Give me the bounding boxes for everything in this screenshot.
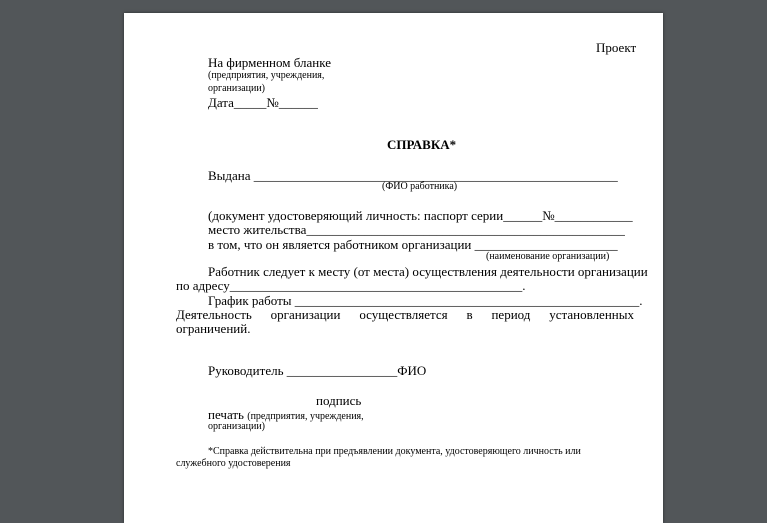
issued-to-line: Выдана ________________________________________________________ bbox=[208, 168, 618, 183]
document-title: СПРАВКА* bbox=[387, 137, 457, 152]
letterhead-note: (предприятия, учреждения, bbox=[208, 70, 325, 81]
residence-line: место жительства_________________________________________________ bbox=[208, 222, 625, 237]
stamp-note-2: организации) bbox=[208, 421, 266, 432]
stamp-detail: (предприятия, учреждения, bbox=[247, 411, 364, 422]
head-signature-line: Руководитель _________________ФИО bbox=[208, 363, 427, 378]
travel-line: Работник следует к месту (от места) осуществления деятельности организации bbox=[208, 264, 648, 279]
organization-caption: (наименование организации) bbox=[486, 251, 610, 262]
activity-word: период bbox=[491, 307, 531, 322]
activity-word: в bbox=[466, 307, 473, 322]
schedule-line: График работы _____________________________________________________. bbox=[208, 293, 643, 308]
stamp-word: печать bbox=[208, 407, 244, 422]
footnote-line-2: служебного удостоверения bbox=[176, 458, 291, 469]
draft-label: Проект bbox=[596, 40, 637, 55]
signature-caption: подпись bbox=[316, 393, 362, 408]
activity-word: осуществляется bbox=[359, 307, 448, 322]
employee-line: в том, что он является работником организации ______________________ bbox=[208, 237, 618, 252]
id-document-line: (документ удостоверяющий личность: паспорт серии______№____________ bbox=[208, 208, 633, 223]
restrictions-line: ограничений. bbox=[176, 321, 251, 336]
activity-line bbox=[176, 307, 634, 322]
letterhead-line: На фирменном бланке bbox=[208, 55, 331, 70]
date-number-line: Дата_____№______ bbox=[208, 95, 318, 110]
letterhead-note-2: организации) bbox=[208, 83, 266, 94]
fio-caption: (ФИО работника) bbox=[382, 181, 458, 192]
footnote-line: *Справка действительна при предъявлении документа, удостоверяющего личность или bbox=[208, 446, 581, 457]
address-line: по адресу_____________________________________________. bbox=[176, 278, 526, 293]
activity-word: установленных bbox=[549, 307, 634, 322]
activity-word: организации bbox=[270, 307, 341, 322]
document-page bbox=[124, 13, 663, 523]
activity-word: Деятельность bbox=[176, 307, 252, 322]
